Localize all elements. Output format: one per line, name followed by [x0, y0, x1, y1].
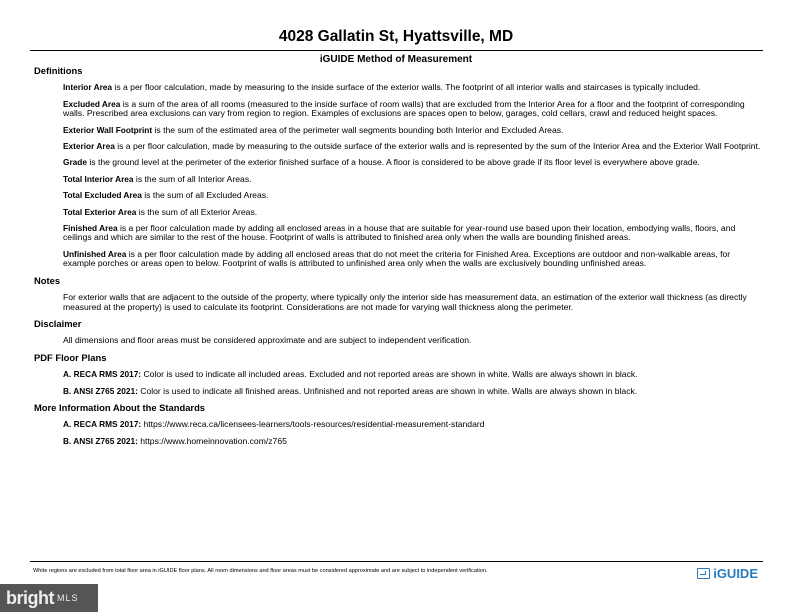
term-label: Exterior Wall Footprint	[63, 124, 153, 135]
section-paragraph	[63, 387, 762, 396]
section-paragraph	[63, 437, 762, 446]
paragraph-text: is the sum of the estimated area of the perimeter wall segments bounding both Interior and Excluded Areas.	[152, 124, 564, 135]
top-divider	[30, 50, 763, 51]
term-label: Total Exterior Area	[63, 206, 137, 217]
watermark-main: bright	[6, 587, 54, 608]
term-label: B. ANSI Z765 2021:	[63, 385, 138, 396]
section-heading: Definitions	[34, 65, 83, 76]
iguide-logo-icon	[697, 568, 710, 579]
section-paragraph	[63, 191, 762, 200]
term-label: Finished Area	[63, 223, 118, 234]
iguide-logo	[697, 565, 758, 581]
section-heading: Disclaimer	[34, 317, 82, 329]
paragraph-text: https://www.reca.ca/licensees-learners/tools-resources/residential-measurement-standard	[141, 419, 485, 430]
paragraph-text: https://www.homeinnovation.com/z765	[137, 435, 287, 446]
paragraph-text: Color is used to indicate all finished areas. Unfinished and not reported areas are shown in white. Walls are always shown in black.	[137, 385, 638, 396]
paragraph-text: is the sum of all Interior Areas.	[133, 173, 252, 184]
section-paragraph	[63, 175, 762, 184]
paragraph-text: Color is used to indicate all included areas. Excluded and not reported areas are shown in white. Walls are always shown in black.	[141, 369, 638, 380]
term-label: Exterior Area	[63, 141, 115, 152]
paragraph-text: is a sum of the area of all rooms (measured to the inside surface of room walls) that are excluded from the Interior Area for a floor and the footprint of corresponding walls. Prescribed area exclusions can vary from region to region. Examples of exclusions are spaces open to below, garages, cold cellars, crawl and reduced height spaces.	[63, 98, 745, 119]
term-label: A. RECA RMS 2017:	[63, 419, 142, 430]
bottom-divider	[30, 561, 763, 562]
section-heading: More Information About the Standards	[34, 401, 206, 413]
term-label: Interior Area	[63, 82, 113, 93]
paragraph-text: is the sum of all Exterior Areas.	[136, 206, 258, 217]
section-paragraph	[63, 250, 762, 269]
section-paragraph	[63, 420, 762, 429]
section-paragraph	[63, 83, 762, 92]
section-paragraph	[63, 224, 762, 243]
footer-note: White regions are excluded from total floor area in iGUIDE floor plans. All room dimensions and floor areas must be considered approximate and are subject to independent verification.	[33, 568, 488, 574]
paragraph-text: is a per floor calculation made by adding all enclosed areas that do not meet the criteria for Finished Area. Exceptions are outdoor and non-walkable areas, for example porches or areas open to below. Footprint of walls is attributed to unfinished area only when the walls are exclusively bounding unfinished areas.	[63, 248, 731, 269]
paragraph-text: is a per floor calculation made by adding all enclosed areas in a house that are suitable for year-round use based upon their location, embodying walls, floors, and ceilings and which are similar to the rest of the house. Footprint of walls is attributed to finished area only when the walls are bounding finished areas.	[63, 223, 736, 243]
paragraph-text: is the sum of all Excluded Areas.	[141, 190, 269, 201]
term-label: Grade	[63, 157, 87, 168]
term-label: Total Excluded Area	[63, 190, 142, 201]
section-paragraph	[63, 100, 762, 119]
term-label: Unfinished Area	[63, 248, 127, 259]
document-body	[34, 66, 762, 453]
paragraph-text: For exterior walls that are adjacent to the outside of the property, where typically only the interior side has measurement data, an estimation of the exterior wall thickness (as directly measured at the property) is used to calculate its footprint. Considerations are not made for varying wall thickness along the perimeter.	[63, 292, 747, 312]
section-paragraph	[63, 126, 762, 135]
term-label: A. RECA RMS 2017:	[63, 369, 142, 380]
term-label: Total Interior Area	[63, 173, 134, 184]
term-label: Excluded Area	[63, 98, 121, 109]
section-paragraph	[63, 208, 762, 217]
paragraph-text: is a per floor calculation, made by measuring to the outside surface of the exterior walls and is represented by the sum of the Interior Area and the Exterior Wall Footprint.	[114, 141, 761, 152]
section-heading: Notes	[34, 274, 61, 286]
iguide-logo-text: iGUIDE	[713, 565, 758, 581]
section-heading: PDF Floor Plans	[34, 351, 107, 363]
section-paragraph	[63, 158, 762, 167]
page-subtitle: iGUIDE Method of Measurement	[319, 54, 473, 65]
section-paragraph	[63, 293, 762, 312]
watermark-sub: MLS	[57, 593, 79, 603]
paragraph-text: is a per floor calculation, made by measuring to the inside surface of the exterior walls. The footprint of all interior walls and staircases is typically included.	[112, 82, 701, 93]
bright-mls-watermark	[0, 584, 98, 612]
paragraph-text: is the ground level at the perimeter of the exterior finished surface of a house. A floor is considered to be above grade if its floor level is everywhere above grade.	[86, 157, 700, 168]
paragraph-text: All dimensions and floor areas must be considered approximate and are subject to independent verification.	[63, 335, 472, 346]
section-paragraph	[63, 370, 762, 379]
section-paragraph	[63, 336, 762, 345]
term-label: B. ANSI Z765 2021:	[63, 435, 138, 446]
page-title: 4028 Gallatin St, Hyattsville, MD	[278, 28, 514, 45]
section-paragraph	[63, 142, 762, 151]
